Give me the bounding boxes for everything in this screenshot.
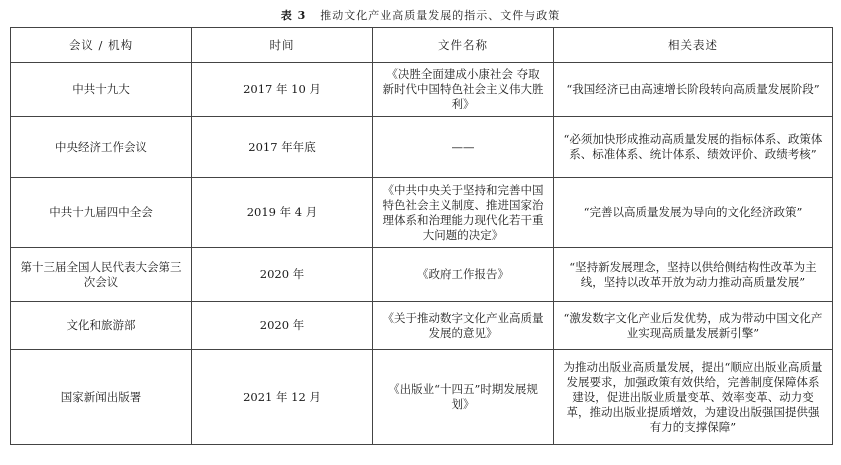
table-caption [0,0,841,26]
cell-doc: 《政府工作报告》 [373,248,554,302]
cell-time: 2019 年 4 月 [192,178,373,248]
table-row [11,248,833,302]
cell-desc: “激发数字文化产业后发优势，成为带动中国文化产业实现高质量发展新引擎” [554,302,833,350]
cell-doc: 《出版业“十四五”时期发展规划》 [373,350,554,445]
table-header-row [11,28,833,63]
cell-org: 中央经济工作会议 [11,117,192,178]
table-row [11,117,833,178]
cell-time: 2020 年 [192,302,373,350]
cell-org: 文化和旅游部 [11,302,192,350]
header-desc: 相关表述 [554,28,833,63]
cell-desc: “坚持新发展理念，坚持以供给侧结构性改革为主线，坚持以改革开放为动力推动高质量发展” [554,248,833,302]
cell-desc: “完善以高质量发展为导向的文化经济政策” [554,178,833,248]
header-doc: 文件名称 [373,28,554,63]
cell-doc: —— [373,117,554,178]
table-row [11,350,833,445]
cell-desc: “必须加快形成推动高质量发展的指标体系、政策体系、标准体系、统计体系、绩效评价、政绩考核” [554,117,833,178]
table-row [11,302,833,350]
table-row [11,63,833,117]
header-time: 时间 [192,28,373,63]
cell-desc: “我国经济已由高速增长阶段转向高质量发展阶段” [554,63,833,117]
cell-doc: 《关于推动数字文化产业高质量发展的意见》 [373,302,554,350]
cell-time: 2020 年 [192,248,373,302]
header-org: 会议 / 机构 [11,28,192,63]
cell-time: 2017 年 10 月 [192,63,373,117]
cell-org: 中共十九大 [11,63,192,117]
cell-org: 国家新闻出版署 [11,350,192,445]
cell-doc: 《决胜全面建成小康社会 夺取新时代中国特色社会主义伟大胜利》 [373,63,554,117]
table-row [11,178,833,248]
table-number: 表 3 [280,9,307,22]
cell-time: 2021 年 12 月 [192,350,373,445]
table-title: 推动文化产业高质量发展的指示、文件与政策 [320,9,561,22]
cell-doc: 《中共中央关于坚持和完善中国特色社会主义制度、推进国家治理体系和治理能力现代化若干重大问题的决定》 [373,178,554,248]
cell-org: 第十三届全国人民代表大会第三次会议 [11,248,192,302]
cell-desc: 为推动出版业高质量发展，提出“顺应出版业高质量发展要求，加强政策有效供给，完善制度保障体系建设，促进出版业质量变革、效率变革、动力变革，推动出版业提质增效，为建设出版强国提供强有力的支撑保障” [554,350,833,445]
policy-table [10,27,833,445]
cell-time: 2017 年年底 [192,117,373,178]
cell-org: 中共十九届四中全会 [11,178,192,248]
